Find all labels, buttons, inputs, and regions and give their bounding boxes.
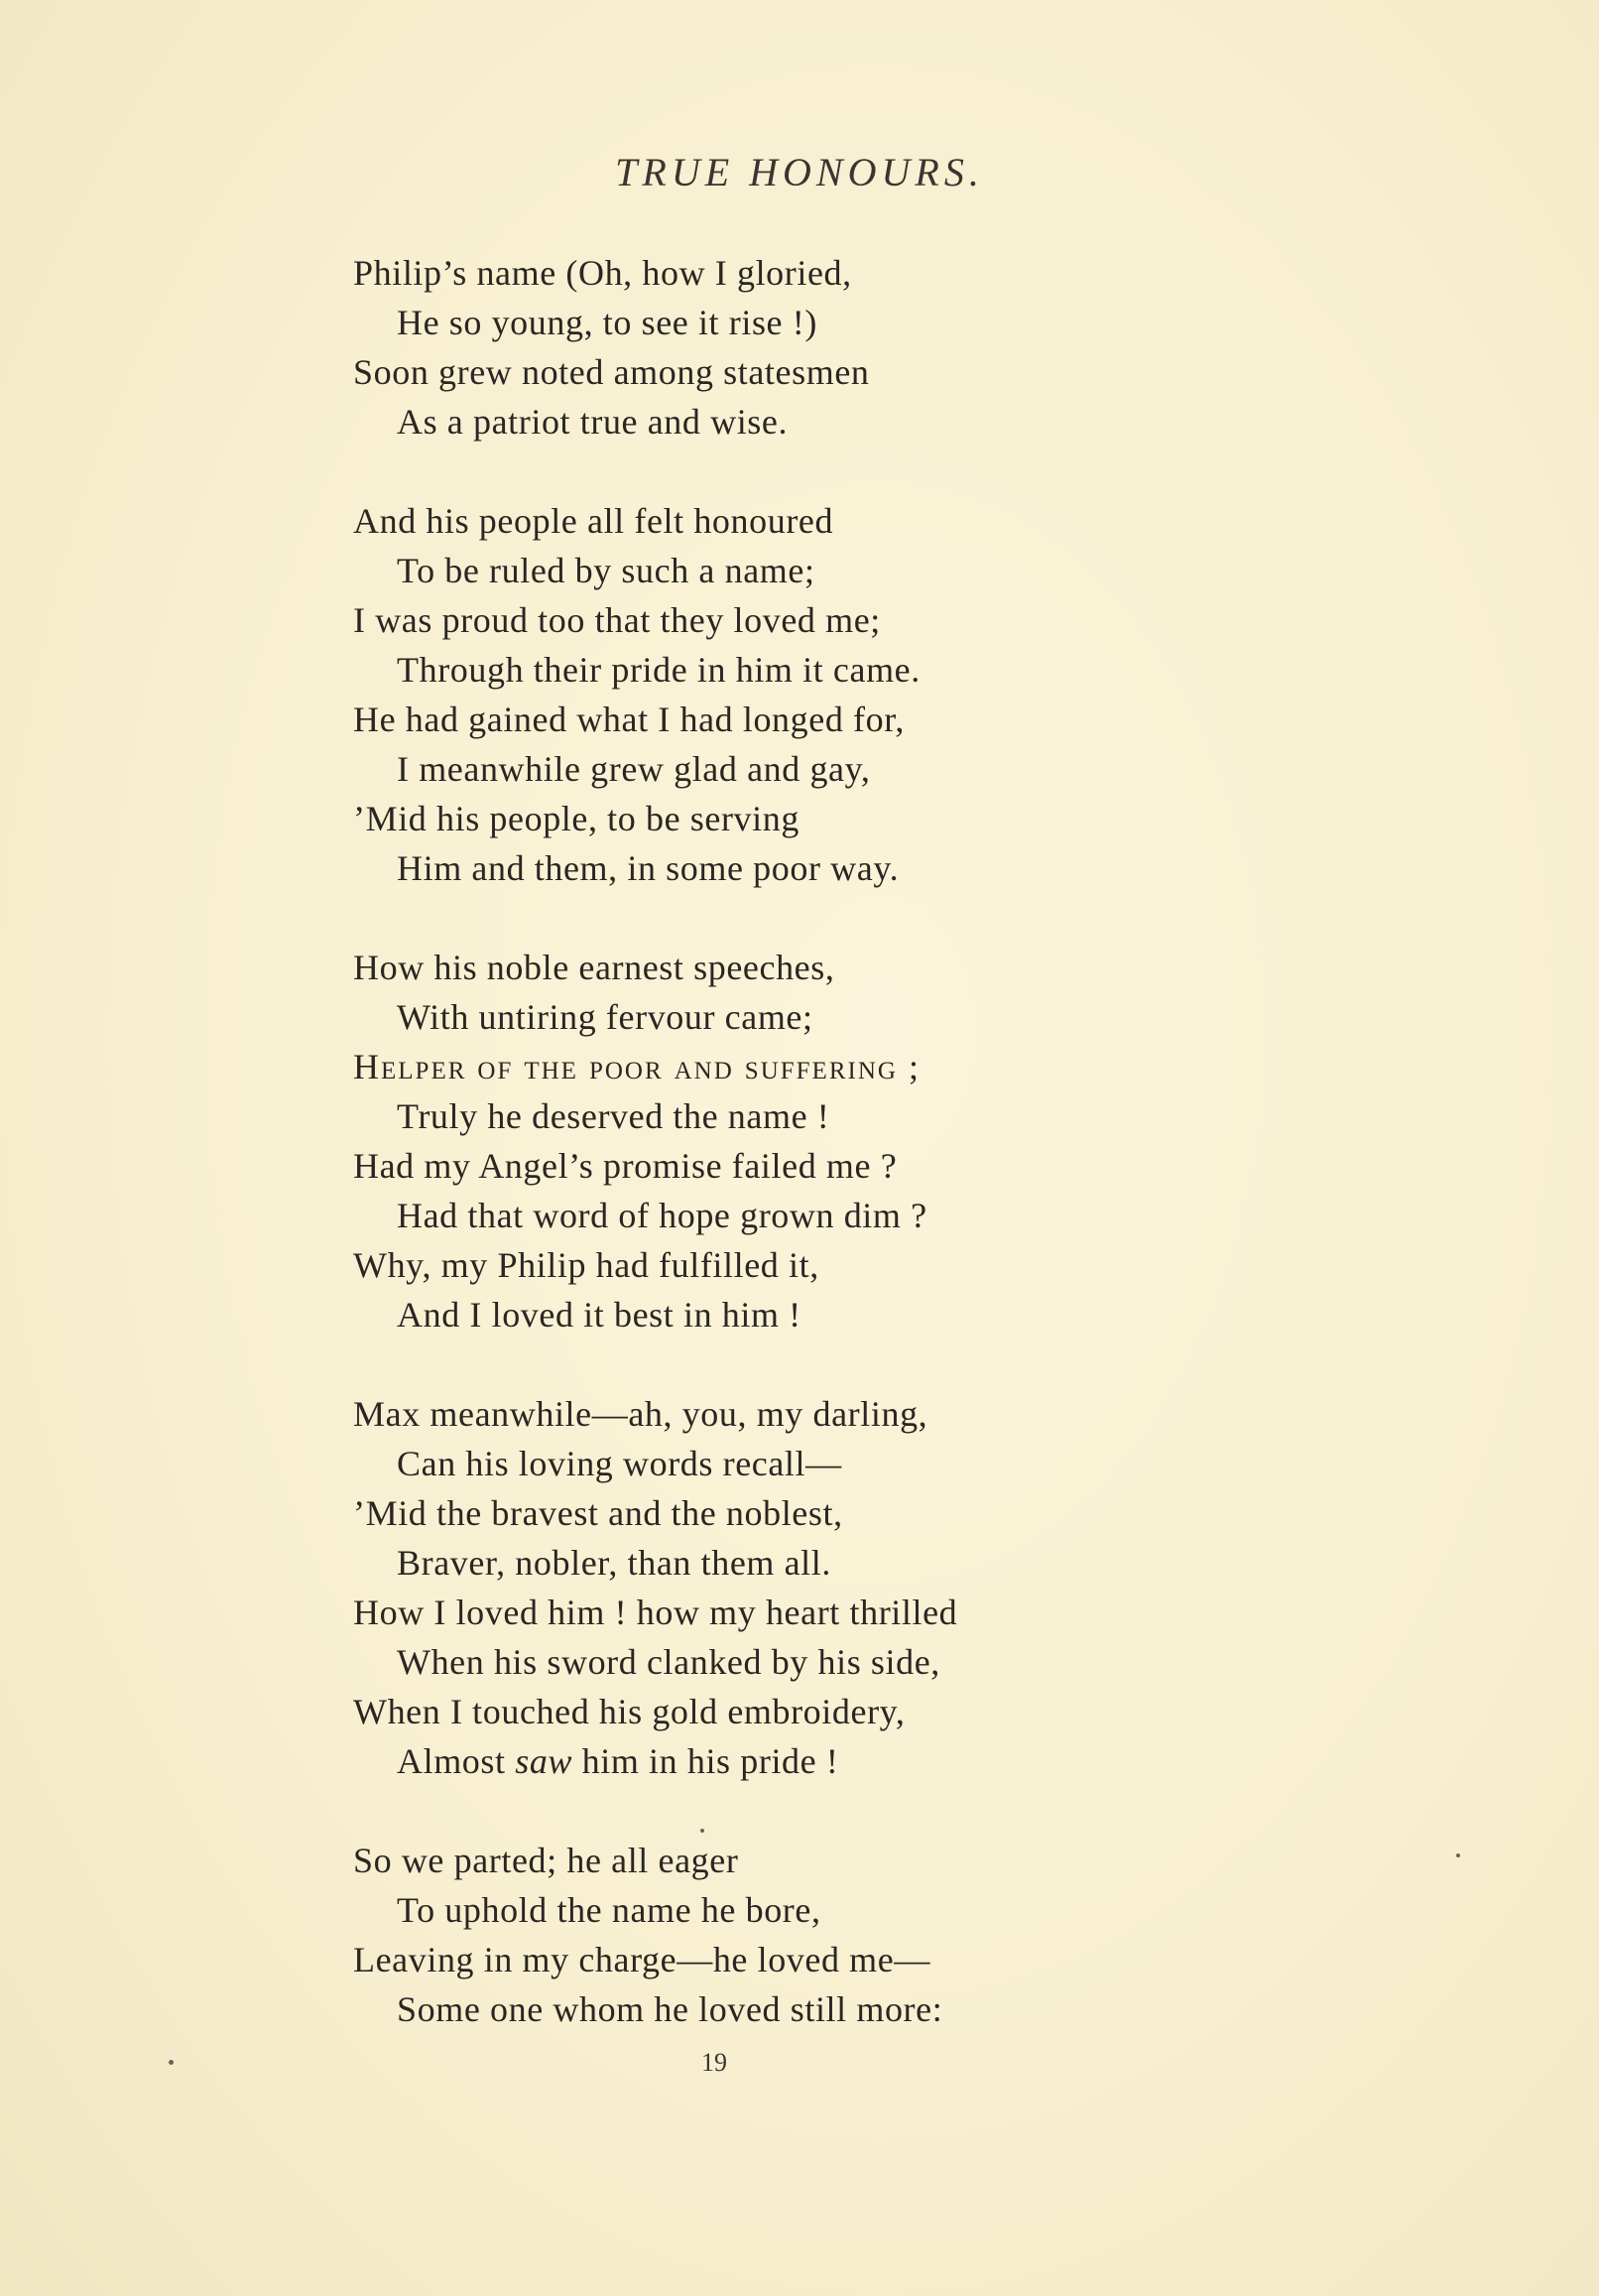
poem-line: Max meanwhile—ah, you, my darling, (353, 1394, 928, 1434)
poem-line: And his people all felt honoured (353, 501, 834, 541)
poem-line: How I loved him ! how my heart thrilled (353, 1593, 958, 1632)
poem-line: Leaving in my charge—he loved me— (353, 1940, 930, 1979)
running-head: TRUE HONOURS. (615, 150, 984, 194)
poem-line: Helper of the poor and suffering ; (353, 1047, 921, 1086)
poem-line: To uphold the name he bore, (397, 1890, 821, 1930)
poem-line: I meanwhile grew glad and gay, (397, 749, 871, 789)
poem-line: So we parted; he all eager (353, 1841, 739, 1880)
poem-line: How his noble earnest speeches, (353, 948, 835, 987)
poem-line: He so young, to see it rise !) (397, 303, 817, 342)
poem-line: Had that word of hope grown dim ? (397, 1196, 927, 1235)
poem-line: I was proud too that they loved me; (353, 600, 881, 640)
stanza (353, 496, 1494, 893)
poem-line: ’Mid the bravest and the noblest, (353, 1493, 843, 1533)
poem-line: To be ruled by such a name; (397, 551, 815, 590)
print-speck (700, 1829, 704, 1833)
poem-line: As a patriot true and wise. (397, 402, 789, 442)
poem-body (353, 248, 1494, 2034)
poem-line: When his sword clanked by his side, (397, 1642, 940, 1682)
print-speck (1456, 1853, 1460, 1857)
poem-line: Philip’s name (Oh, how I gloried, (353, 253, 852, 293)
stanza (353, 248, 1494, 446)
poem-line: Soon grew noted among statesmen (353, 352, 870, 392)
poem-line: When I touched his gold embroidery, (353, 1692, 906, 1731)
poem-line: Truly he deserved the name ! (397, 1096, 830, 1136)
page-number: 19 (701, 2048, 727, 2077)
poem-line: Can his loving words recall— (397, 1444, 842, 1483)
stanza (353, 1389, 1494, 1786)
poem-line: Some one whom he loved still more: (397, 1989, 943, 2029)
emphasis: saw (515, 1741, 573, 1781)
poem-line: Why, my Philip had fulfilled it, (353, 1245, 819, 1285)
poem-line: Him and them, in some poor way. (397, 848, 900, 888)
print-speck (169, 2060, 174, 2065)
stanza (353, 1836, 1494, 2034)
poem-line: He had gained what I had longed for, (353, 700, 905, 739)
poem-line: Braver, nobler, than them all. (397, 1543, 831, 1583)
poem-line: Had my Angel’s promise failed me ? (353, 1146, 898, 1186)
poem-line: And I loved it best in him ! (397, 1295, 801, 1335)
poem-line: Almost saw him in his pride ! (397, 1741, 839, 1781)
stanza (353, 943, 1494, 1339)
poem-line: ’Mid his people, to be serving (353, 799, 800, 838)
poem-line: With untiring fervour came; (397, 997, 813, 1037)
poem-line: Through their pride in him it came. (397, 650, 921, 690)
